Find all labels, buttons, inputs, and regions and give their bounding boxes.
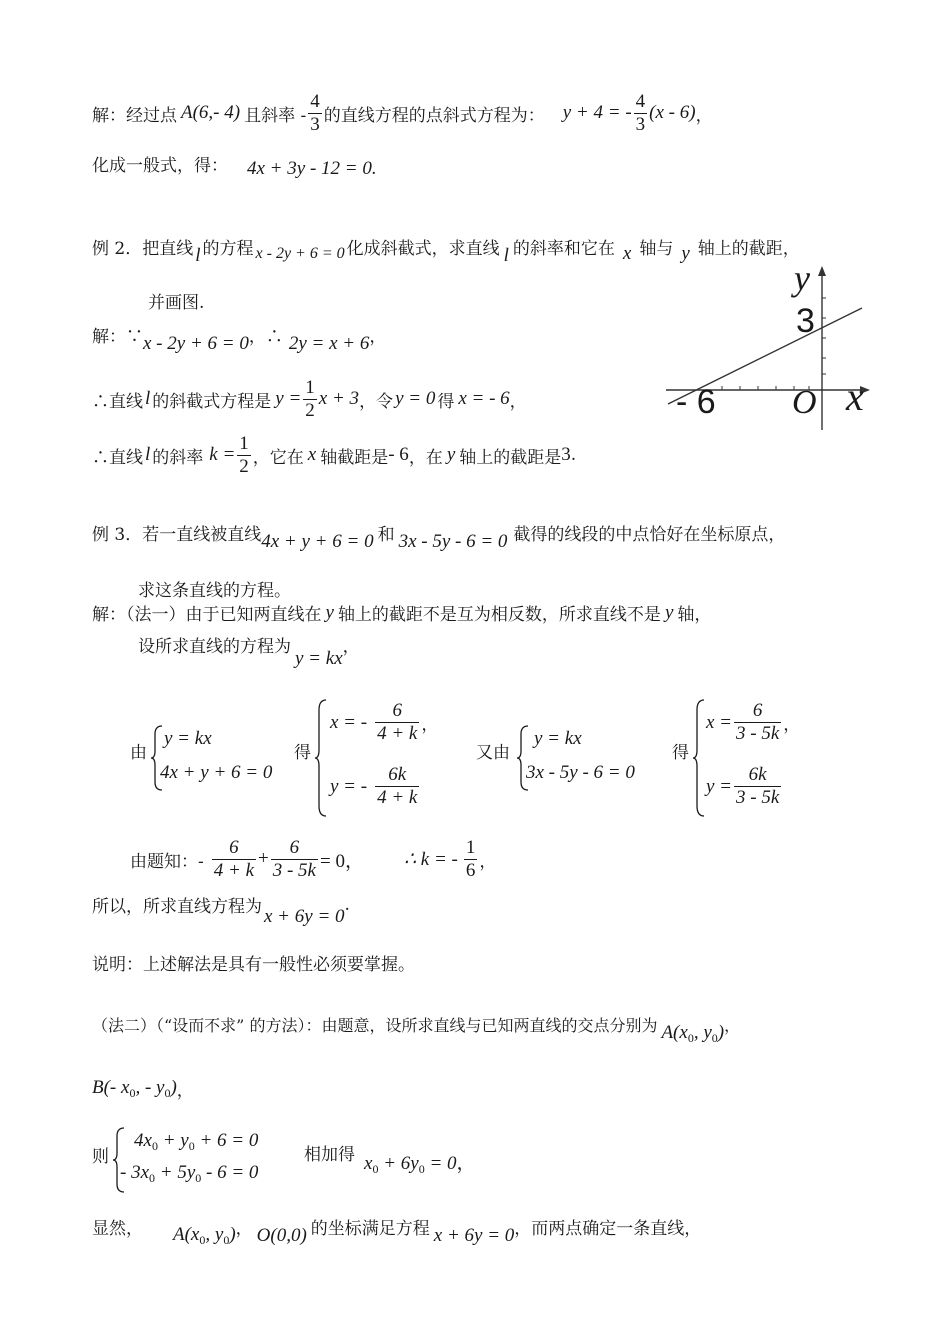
- ex3-title-a: 例 3．若一直线被直线: [92, 524, 262, 545]
- ex2-sol-eq1: x - 2y + 6 = 0: [143, 333, 249, 354]
- graph-y-label: y: [794, 258, 810, 298]
- ex2-l2-eq-d: x = - 6: [458, 388, 510, 409]
- ex2-title-c: 化成斜截式，求直线: [346, 238, 500, 259]
- ex2-sol-end: ，: [369, 326, 387, 347]
- ex3-and: 和: [377, 524, 395, 545]
- ex1-line2: [92, 148, 228, 178]
- ex2-l3-a: ，它在: [252, 447, 304, 468]
- ex2-x-var: x: [622, 243, 632, 264]
- graph-y-intercept-label: 3: [796, 302, 815, 340]
- ans-pre: 所以，所求直线方程为: [92, 897, 262, 917]
- ex3-m1-eq: y = kx: [295, 647, 343, 669]
- ex2-l2-pre: ∴直线: [92, 391, 143, 412]
- ex3-sum-eq: $x_0 + 6y_0 = 0$，: [364, 1153, 476, 1176]
- m2-A: $A(x_0$, $y_0$): [661, 1022, 725, 1045]
- graph-x-label: x: [846, 374, 864, 419]
- ex3-m1-y2: y: [664, 601, 674, 623]
- graph-y-arrow: [818, 266, 826, 276]
- ex1-comma: ，: [695, 105, 713, 126]
- sol1-x: x = - $\frac{6}{4 + k}$ ，: [330, 700, 439, 744]
- ex2-l3-fraction: $\frac{1}{2}$: [239, 432, 249, 477]
- ex2-title-g: 并画图.: [148, 293, 205, 313]
- ex2-graph: [660, 258, 880, 433]
- ex2-l3-b: 轴截距是: [320, 447, 389, 468]
- cond-pre: 由题知：-: [130, 851, 204, 872]
- ex2-sol-eq2: 2y = x + 6: [288, 333, 370, 354]
- ex2-l3-x: x: [307, 444, 317, 465]
- ex3-method2-line: [92, 1006, 741, 1045]
- ex2-l2-l: l: [145, 388, 151, 409]
- ex3-m1-end: ，: [342, 637, 360, 657]
- ex3-m1-d: 设所求直线的方程为: [138, 637, 291, 657]
- ex3-method1-line2: [138, 632, 360, 669]
- last-c: ，而两点确定一条直线，: [514, 1218, 702, 1239]
- sys1-line-a: y = kx: [164, 728, 212, 749]
- last-b: 的坐标满足方程: [310, 1218, 430, 1239]
- ex3-add: 相加得: [304, 1145, 355, 1165]
- ex3-m1-c: 轴，: [677, 605, 712, 625]
- ex3-eq1: 4x + y + 6 = 0: [261, 531, 374, 552]
- ex2-l3-g: .: [570, 445, 577, 465]
- cond-therefore: ∴ k = -: [403, 848, 458, 870]
- ex3-youyou: 又由: [476, 743, 510, 763]
- ex2-sol-pre: 解：∵: [92, 326, 143, 347]
- ex1-intro-text: 解：经过点: [92, 105, 177, 126]
- ex2-l3-mid: 的斜率: [152, 447, 204, 468]
- ex3-last-line: [92, 1208, 702, 1247]
- ex2-l-var: l: [195, 245, 201, 266]
- ex1-eq-fraction: $\frac{4}{3}$: [635, 90, 646, 135]
- ex2-l-var-2: l: [503, 245, 509, 266]
- ex1-slope-fraction: $\frac{4}{3}$: [310, 90, 320, 135]
- sol2-x: x = $\frac{6}{3 - 5k}$ ，: [706, 700, 801, 744]
- sys1-line-b: 4x + y + 6 = 0: [160, 762, 273, 783]
- last-a: 显然，: [92, 1218, 143, 1239]
- ex2-l3-e: 轴上的截距是: [459, 447, 562, 468]
- ex2-l2-fraction: $\frac{1}{2}$: [305, 376, 315, 421]
- sys2-line-b: 3x - 5y - 6 = 0: [526, 762, 635, 783]
- sol2-y: y = $\frac{6k}{3 - 5k}$: [706, 764, 780, 808]
- ex2-solution-line2: [92, 374, 527, 424]
- cond-frac2: $\frac{6}{3 - 5k}$: [272, 836, 316, 881]
- ex2-l3-f: 3: [561, 444, 571, 465]
- graph-x-intercept-label: - 6: [676, 383, 716, 421]
- ex1-eq-lhs: y + 4 = -: [562, 102, 632, 123]
- ex3-m1-b: 轴上的截距不是互为相反数，所求直线不是: [337, 605, 661, 625]
- ex3-condition: [130, 832, 496, 886]
- ex2-equation: x - 2y + 6 = 0: [255, 245, 345, 262]
- ans-eq: x + 6y = 0: [264, 905, 345, 927]
- ex3-title-c: 求这条直线的方程。: [138, 581, 291, 601]
- ex2-title-f: 轴上的截距，: [697, 238, 800, 259]
- ex2-title-d: 的斜率和它在: [512, 238, 615, 259]
- ex2-solution-line3: [92, 430, 576, 480]
- ex2-l3-pre: ∴直线: [92, 447, 143, 468]
- ex2-l3-k: k =: [209, 444, 236, 465]
- ex3-title: [92, 514, 785, 550]
- graph-origin-label: O: [792, 384, 817, 421]
- ex1-point: A(6,- 4): [181, 102, 241, 123]
- sys3-line-a: $4x_0 + y_0 + 6 = 0$: [134, 1130, 259, 1153]
- ex2-l2-let: ，令: [359, 391, 394, 412]
- ex3-de2: 得: [672, 743, 689, 763]
- cond-eq: = 0，: [320, 850, 364, 872]
- ex3-de1: 得: [294, 743, 311, 763]
- m2-text: （法二）（“设而不求” 的方法）：由题意，设所求直线与已知两直线的交点分别为: [92, 1015, 658, 1035]
- ex3-then: 则: [92, 1147, 109, 1167]
- ex3-m1-a: 解：（法一）由于已知两直线在: [92, 605, 322, 625]
- ans-end: .: [344, 894, 350, 915]
- sol1-y: y = - $\frac{6k}{4 + k}$: [330, 764, 418, 808]
- ex1-eq-rhs: (x - 6): [649, 102, 696, 123]
- sol1-brace: [314, 698, 328, 818]
- ex2-l2-get: 得: [437, 391, 455, 412]
- ex3-answer: [92, 892, 350, 927]
- m2-end: ，: [724, 1015, 741, 1035]
- cond-frac1: $\frac{6}{4 + k}$: [213, 836, 255, 881]
- last-sep: ，: [235, 1218, 253, 1239]
- last-O: O(0,0): [256, 1225, 307, 1246]
- ex1-general-eq: 4x + 3y - 12 = 0.: [247, 158, 377, 179]
- ex2-title-b: 的方程: [202, 238, 254, 259]
- sol2-brace: [692, 698, 706, 818]
- ex3-note: 说明：上述解法是具有一般性必须要掌握。: [92, 955, 415, 975]
- ex1-slope-text: 且斜率 -: [244, 105, 307, 126]
- ex2-l3-d: ，在: [408, 447, 443, 468]
- ex2-l3-c: - 6: [388, 444, 409, 465]
- ex2-l3-l: l: [145, 444, 151, 465]
- ex2-solution-line1: [92, 318, 387, 354]
- ex2-l3-y: y: [446, 444, 456, 465]
- ex1-line1: [92, 88, 713, 138]
- ex2-l2-eq-c: y = 0: [395, 388, 436, 409]
- ex2-l2-mid: 的斜截式方程是: [152, 391, 272, 412]
- last-A: $A(x_0$, $y_0$): [173, 1224, 236, 1247]
- ex3-you: 由: [130, 743, 147, 763]
- ex2-sol-mid: ，∴: [248, 326, 283, 347]
- last-eq: x + 6y = 0: [433, 1225, 515, 1246]
- ex3-title-b: 截得的线段的中点恰好在坐标原点，: [513, 524, 786, 545]
- ex3-point-B: B(- $x_0$, - $y_0$) ，: [92, 1076, 194, 1101]
- ex2-l2-end: ，: [509, 391, 527, 412]
- ex2-l2-eq-b: x + 3: [318, 388, 360, 409]
- ex2-y-var: y: [681, 243, 690, 264]
- cond-k-end: ，: [479, 851, 497, 872]
- ex2-title-a: 例 2．把直线: [92, 238, 194, 259]
- ex1-desc-text: 的直线方程的点斜式方程为：: [323, 105, 545, 126]
- ex3-eq2: 3x - 5y - 6 = 0: [398, 531, 508, 552]
- sys2-line-a: y = kx: [534, 728, 582, 749]
- cond-plus: +: [258, 848, 269, 869]
- ex2-l2-eq-a: y =: [275, 388, 302, 409]
- ex1-general-text: 化成一般式，得：: [92, 155, 228, 176]
- ex3-method1-line: [92, 600, 711, 625]
- ex2-title-e: 轴与: [639, 238, 674, 259]
- cond-k-frac: $\frac{1}{6}$: [465, 836, 476, 881]
- sys3-line-b: - $3x_0 + 5y_0 - 6 = 0$: [120, 1162, 259, 1185]
- ex3-m1-y: y: [325, 601, 334, 623]
